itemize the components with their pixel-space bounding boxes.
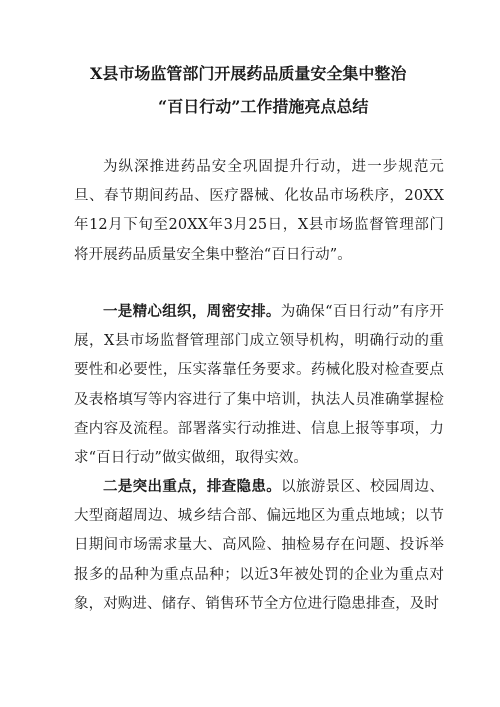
paragraph-organization-lead: 一是精心组织，周密安排。 (103, 303, 281, 320)
paragraph-intro-text: 为纵深推进药品安全巩固提升行动，进一步规范元旦、春节期间药品、医疗器械、化妆品市场秩序，20XX年12月下旬至20XX年3月25日，X县市场监督管理部门将开展药品质量安全集中整治“百日行动”。 (74, 159, 444, 263)
paragraph-intro (74, 152, 444, 270)
paragraph-key-points-text: 以旅游景区、校园周边、大型商超周边、城乡结合部、偏远地区为重点地域；以节日期间市场需求量大、高风险、抽检易存在问题、投诉举报多的品种为重点品种；以近3年被处罚的企业为重点对象，对购进、储存、销售环节全方位进行隐患排查，及时 (74, 479, 444, 612)
paragraph-organization (74, 297, 444, 473)
document-title-line-2: “百日行动”工作措施亮点总结 (158, 97, 369, 116)
paragraph-key-points-lead: 二是突出重点，排查隐患。 (103, 478, 282, 495)
paragraph-key-points (74, 472, 444, 619)
document-title-line-1: X县市场监管部门开展药品质量安全集中整治 (90, 64, 407, 83)
paragraph-organization-text: 为确保“百日行动”有序开展，X县市场监督管理部门成立领导机构，明确行动的重要性和必要性，压实落靠任务要求。药械化股对检查要点及表格填写等内容进行了集中培训，执法人员准确掌握检查内容及流程。部署落实行动推进、信息上报等事项，力求“百日行动”做实做细，取得实效。 (74, 304, 444, 467)
